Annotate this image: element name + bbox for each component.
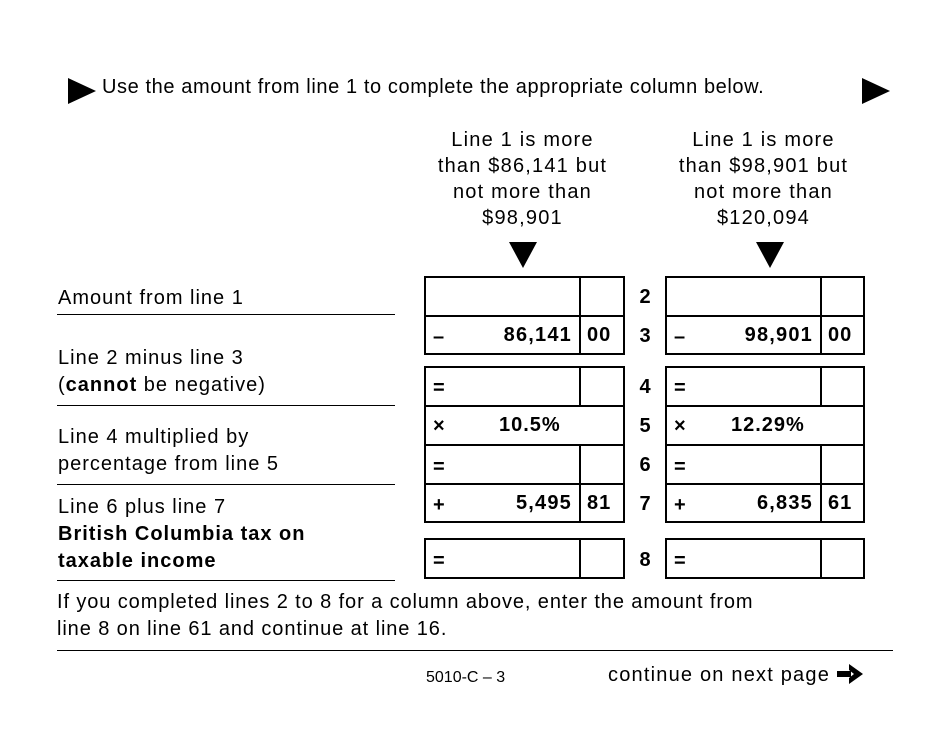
arrow-right-icon: [837, 664, 863, 684]
column-1-header: [415, 127, 630, 231]
column-1-header-line: Line 1 is more: [451, 129, 594, 151]
line-7-label: Line 6 plus line 7: [58, 496, 227, 518]
column-2-header-line: than $98,901 but: [678, 155, 849, 177]
equals-sign: =: [433, 377, 445, 399]
column-1-line-7-cents: 81: [587, 492, 612, 514]
column-1-line-7-amount: 5,495: [515, 492, 572, 514]
line-2-label: Amount from line 1: [58, 287, 244, 309]
line-number: 8: [639, 549, 651, 571]
arrow-down-icon: [509, 242, 537, 268]
equals-sign: =: [433, 456, 445, 478]
multiply-sign: ×: [433, 415, 445, 437]
cents-divider: [579, 368, 581, 405]
line-number: 4: [639, 376, 651, 398]
line-number: 6: [639, 454, 651, 476]
column-2-line-7-amount: 6,835: [756, 492, 813, 514]
instruction-row: [62, 74, 892, 104]
cents-divider: [579, 540, 581, 577]
line-8-label: British Columbia tax on: [58, 523, 306, 545]
column-2-line-4-field[interactable]: [697, 370, 817, 403]
column-2-line-8-field[interactable]: [697, 542, 817, 575]
row-divider: [426, 315, 623, 317]
row-divider: [426, 483, 623, 485]
line-6-sublabel: percentage from line 5: [58, 453, 280, 475]
column-2-line-8-box: [665, 538, 865, 579]
column-2-line-4-cents-field[interactable]: [824, 370, 862, 403]
column-2-header-line: $120,094: [716, 207, 811, 229]
column-1-line-6-field[interactable]: [456, 448, 576, 481]
column-1-header-line: $98,901: [482, 207, 563, 229]
row-divider: [426, 444, 623, 446]
footer-divider: [57, 650, 893, 651]
arrow-right-icon: [862, 78, 890, 104]
equals-sign: =: [674, 550, 686, 572]
minus-sign: –: [674, 326, 686, 348]
column-1-line-4-cents-field[interactable]: [583, 370, 621, 403]
divider: [57, 484, 395, 485]
column-1-line-4-field[interactable]: [456, 370, 576, 403]
column-2-line-2-field[interactable]: [671, 280, 817, 313]
divider: [57, 405, 395, 406]
instruction-text: Use the amount from line 1 to complete the appropriate column below.: [102, 76, 765, 98]
column-2-header-line: not more than: [693, 181, 833, 203]
column-1-line-6-cents-field[interactable]: [583, 448, 621, 481]
column-2-line-3-cents: 00: [828, 324, 853, 346]
minus-sign: –: [433, 326, 445, 348]
instruction-note: [57, 589, 753, 643]
column-2-line-3-amount: 98,901: [744, 324, 813, 346]
column-1-line-8-box: [424, 538, 625, 579]
column-2-line-2-cents-field[interactable]: [824, 280, 862, 313]
line-number: 2: [639, 286, 651, 308]
column-1-header-line: not more than: [452, 181, 592, 203]
arrow-right-icon: [68, 78, 96, 104]
sublabel-suffix: be negative): [137, 374, 266, 396]
column-2-header-line: Line 1 is more: [692, 129, 835, 151]
plus-sign: +: [433, 494, 445, 516]
column-2-line-7-cents: 61: [828, 492, 853, 514]
column-1-line-8-field[interactable]: [456, 542, 576, 575]
column-2-line-6-field[interactable]: [697, 448, 817, 481]
row-divider: [426, 405, 623, 407]
equals-sign: =: [674, 456, 686, 478]
column-1-line-2-field[interactable]: [430, 280, 576, 313]
continue-link[interactable]: [608, 664, 863, 687]
line-6-label: Line 4 multiplied by: [58, 426, 250, 448]
line-number: 3: [639, 325, 651, 347]
paren-open: (: [58, 374, 66, 396]
divider: [57, 314, 395, 315]
column-1-line-8-cents-field[interactable]: [583, 542, 621, 575]
cents-divider: [820, 540, 822, 577]
line-number: 7: [639, 493, 651, 515]
column-2-line-5-rate: 12.29%: [731, 414, 805, 436]
column-1-lines-2-3-box: [424, 276, 625, 355]
continue-text: continue on next page: [608, 664, 831, 686]
note-line: If you completed lines 2 to 8 for a column above, enter the amount from: [57, 591, 754, 613]
line-number: 5: [639, 415, 651, 437]
form-id: 5010-C – 3: [426, 669, 506, 686]
row-divider: [667, 315, 863, 317]
column-2-line-8-cents-field[interactable]: [824, 542, 862, 575]
column-1-line-5-rate: 10.5%: [499, 414, 561, 436]
column-2-lines-2-3-box: [665, 276, 865, 355]
column-1-line-2-cents-field[interactable]: [583, 280, 621, 313]
note-line: line 8 on line 61 and continue at line 16.: [57, 618, 448, 640]
column-2-lines-4-7-box: [665, 366, 865, 523]
column-1-lines-4-7-box: [424, 366, 625, 523]
arrow-down-icon: [756, 242, 784, 268]
row-divider: [667, 444, 863, 446]
line-8-sublabel: taxable income: [58, 550, 217, 572]
column-1-header-line: than $86,141 but: [437, 155, 608, 177]
row-divider: [667, 405, 863, 407]
equals-sign: =: [674, 377, 686, 399]
cannot-emphasis: cannot: [65, 374, 138, 396]
line-4-sublabel: [58, 372, 266, 399]
line-4-label: Line 2 minus line 3: [58, 347, 244, 369]
column-1-line-3-cents: 00: [587, 324, 612, 346]
column-2-line-6-cents-field[interactable]: [824, 448, 862, 481]
cents-divider: [820, 368, 822, 405]
column-2-header: [656, 127, 871, 231]
row-divider: [667, 483, 863, 485]
plus-sign: +: [674, 494, 686, 516]
multiply-sign: ×: [674, 415, 686, 437]
divider: [57, 580, 395, 581]
column-1-line-3-amount: 86,141: [503, 324, 572, 346]
equals-sign: =: [433, 550, 445, 572]
